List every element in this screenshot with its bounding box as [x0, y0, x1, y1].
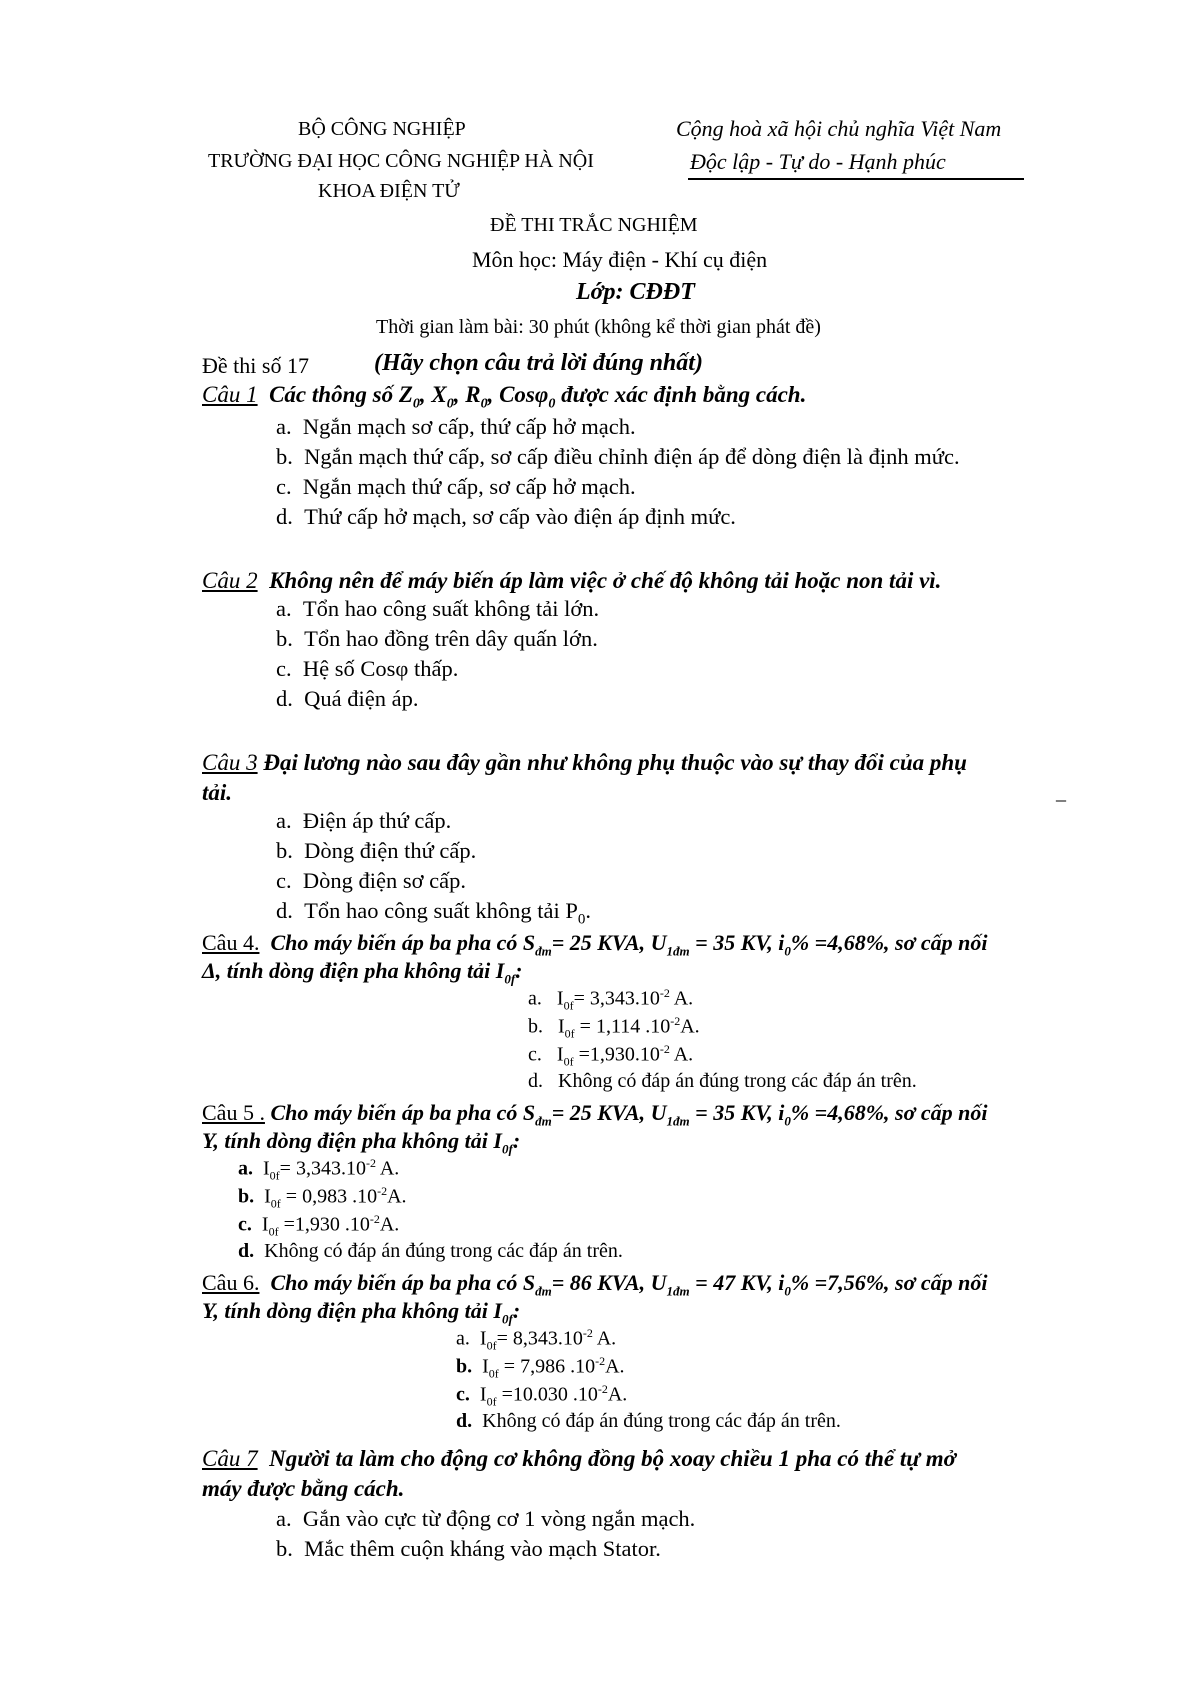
- question-5-continued: Y, tính dòng điện pha không tải $I_{0f}$:: [202, 1128, 521, 1157]
- motto-underline: [688, 178, 1024, 180]
- question-label: Câu 6.: [202, 1270, 260, 1295]
- question-text: Đại lương nào sau đây gần như không phụ thuộc vào sự thay đổi của phụ: [263, 750, 967, 775]
- q1-option-d: d. Thứ cấp hở mạch, sơ cấp vào điện áp định mức.: [276, 504, 736, 529]
- q5-option-b: b. $I_{0f} = 0,983$ $.10^{-2}A$.: [238, 1184, 407, 1211]
- republic-name: Cộng hoà xã hội chủ nghĩa Việt Nam: [676, 116, 1002, 141]
- faculty-name: KHOA ĐIỆN TỬ: [318, 180, 460, 202]
- question-label: Câu 2: [202, 568, 258, 593]
- q4-option-a: a. $I_{0f}= 3,343.10^{-2}$ A.: [528, 986, 694, 1013]
- question-4-continued: Δ, tính dòng điện pha không tải $I_{0f}$:: [202, 958, 523, 987]
- question-label: Câu 5 .: [202, 1100, 265, 1125]
- exam-number: Đề thi số 17: [202, 353, 309, 378]
- q1-option-a: a. Ngắn mạch sơ cấp, thứ cấp hở mạch.: [276, 414, 636, 439]
- q1-option-c: c. Ngắn mạch thứ cấp, sơ cấp hở mạch.: [276, 474, 636, 499]
- question-label: Câu 3: [202, 750, 258, 775]
- question-7: [202, 1444, 1102, 1474]
- instruction-text: (Hãy chọn câu trả lời đúng nhất): [374, 350, 703, 376]
- time-line: Thời gian làm bài: 30 phút (không kể thời gian phát đề): [376, 316, 821, 338]
- q5-option-c: c. $I_{0f} =1,930$ $.10^{-2}A$.: [238, 1212, 400, 1239]
- ministry-name: BỘ CÔNG NGHIỆP: [298, 118, 466, 140]
- question-text: Cho máy biến áp ba pha có $S_{đm}= 25$ KVA, $U_{1đm} = 35$ KV, $i_0\% =4,68\%$, sơ cấp nối: [270, 1100, 988, 1129]
- class-line: Lớp: CĐĐT: [576, 279, 695, 305]
- question-3-continued: tải.: [202, 780, 233, 805]
- q5-option-a: a. $I_{0f}= 3,343.10^{-2}$ A.: [238, 1156, 400, 1183]
- q3-option-b: b. Dòng điện thứ cấp.: [276, 838, 477, 863]
- subject-line: Môn học: Máy điện - Khí cụ điện: [472, 247, 768, 272]
- question-7-continued: máy được bằng cách.: [202, 1476, 405, 1501]
- q7-option-a: a. Gắn vào cực từ động cơ 1 vòng ngắn mạch.: [276, 1506, 696, 1531]
- q7-option-b: b. Mắc thêm cuộn kháng vào mạch Stator.: [276, 1536, 661, 1561]
- question-text: Người ta làm cho động cơ không đồng bộ xoay chiều 1 pha có thể tự mở: [269, 1446, 956, 1471]
- q4-option-d: d. Không có đáp án đúng trong các đáp án trên.: [528, 1070, 917, 1092]
- national-motto: Độc lập - Tự do - Hạnh phúc: [690, 149, 946, 174]
- q4-option-c: c. $I_{0f} =1,930.10^{-2}$ A.: [528, 1042, 694, 1069]
- question-text: Các thông số $Z_0$, $X_0$, $R_0$, Cosφ$_0$ được xác định bằng cách.: [269, 382, 807, 412]
- question-text: Cho máy biến áp ba pha có $S_{đm}= 25$ KVA, $U_{1đm} = 35$ KV, $i_0\% =4,68\%$, sơ cấp nối: [270, 930, 988, 959]
- q6-option-c: c. $I_{0f} =10.030$ $.10^{-2}A$.: [456, 1382, 628, 1409]
- q6-option-b: b. $I_{0f} = 7,986$ $.10^{-2}A$.: [456, 1354, 625, 1381]
- exam-title: ĐỀ THI TRẮC NGHIỆM: [490, 214, 698, 236]
- question-3: [202, 748, 1102, 778]
- q3-option-a: a. Điện áp thứ cấp.: [276, 808, 452, 833]
- question-2: [202, 566, 1102, 596]
- question-text: Cho máy biến áp ba pha có $S_{đm}= 86$ KVA, $U_{1đm} = 47$ KV, $i_0\% =7,56\%$, sơ cấp nối: [270, 1270, 988, 1299]
- q2-option-d: d. Quá điện áp.: [276, 686, 419, 711]
- question-label: Câu 4.: [202, 930, 260, 955]
- question-text: Không nên để máy biến áp làm việc ở chế độ không tải hoặc non tải vì.: [269, 568, 942, 593]
- q2-option-b: b. Tổn hao đồng trên dây quấn lớn.: [276, 626, 598, 651]
- question-label: Câu 7: [202, 1446, 258, 1471]
- q5-option-d: d. Không có đáp án đúng trong các đáp án trên.: [238, 1240, 623, 1262]
- q3-option-c: c. Dòng điện sơ cấp.: [276, 868, 466, 893]
- q2-option-c: c. Hệ số Cosφ thấp.: [276, 656, 459, 681]
- q3-option-d: d. Tổn hao công suất không tải $P_0$.: [276, 898, 591, 928]
- question-6-continued: Y, tính dòng điện pha không tải $I_{0f}$:: [202, 1298, 521, 1327]
- q4-option-b: b. $I_{0f} = 1,114$ $.10^{-2}A$.: [528, 1014, 700, 1041]
- stray-mark: _: [1056, 782, 1066, 804]
- q1-option-b: b. Ngắn mạch thứ cấp, sơ cấp điều chỉnh điện áp để dòng điện là định mức.: [276, 444, 960, 469]
- university-name: TRƯỜNG ĐẠI HỌC CÔNG NGHIỆP HÀ NỘI: [208, 150, 594, 172]
- q6-option-d: d. Không có đáp án đúng trong các đáp án trên.: [456, 1410, 841, 1432]
- q6-option-a: a. $I_{0f}= 8,343.10^{-2}$ A.: [456, 1326, 617, 1353]
- q2-option-a: a. Tổn hao công suất không tải lớn.: [276, 596, 600, 621]
- question-label: Câu 1: [202, 382, 258, 407]
